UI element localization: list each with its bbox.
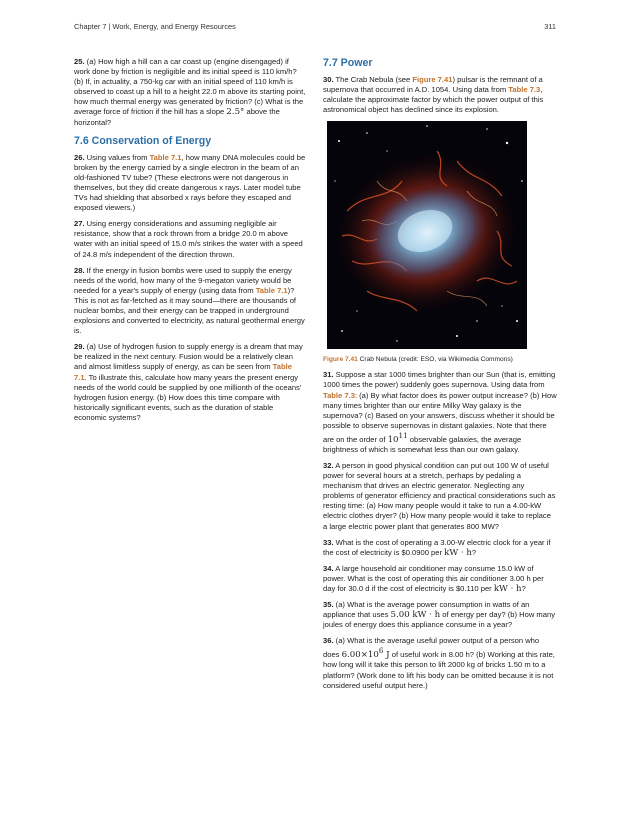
problem-34: 34. A large household air conditioner may consume 15.0 kW of power. What is the cost of operating this air conditioner 3.00 h per day for 30.0 d if the cost of electricity is $0.110 per kW · h? bbox=[323, 563, 544, 595]
section-heading-7-6: 7.6 Conservation of Energy bbox=[74, 134, 212, 147]
chapter-title: Chapter 7 | Work, Energy, and Energy Resources bbox=[74, 22, 236, 31]
problem-28: 28. If the energy in fusion bombs were used to supply the energy needs of the world, how many of the 9-megaton variety would be needed for a year's supply of energy (using data from Table 7.1)? This is not as far-fetched as it may sound—there are thousands of nuclear bombs, and their energy can be trapped in underground explosions and converted to electricity, as natural geothermal energy is. bbox=[74, 265, 305, 336]
problem-27: 27. Using energy considerations and assuming negligible air resistance, show that a rock thrown from a bridge 20.0 m above water with an initial speed of 15.0 m/s strikes the water with a speed of 24.8 m/s independent of the direction thrown. bbox=[74, 219, 303, 259]
problem-31: 31. Suppose a star 1000 times brighter than our Sun (that is, emitting 1000 times the power) suddenly goes supernova. Using data from Table 7.3: (a) By what factor does its power output increase? (b) How many times brighter than our entire Milky Way galaxy is the supernova? (c) Based on your answers, discuss whether it should be possible to observe supernovas in distant galaxies. Note that there are on the order of $10^{11}$ observable galaxies, the average brightness of which is somewhat less than our own galaxy. bbox=[323, 370, 557, 454]
figure-7-41-link[interactable]: Figure 7.41 bbox=[412, 75, 453, 84]
unit-kwh: kW · h bbox=[444, 547, 472, 558]
problem-35: 35. (a) What is the average power consumption in watts of an appliance that uses 5.00 kW · h of energy per day? (b) How many joules of energy does this appliance consume in a year? bbox=[323, 600, 555, 630]
nebula-illustration bbox=[327, 121, 527, 349]
galaxy-count: $10^{11}$ bbox=[387, 430, 408, 445]
problem-25: 25. (a) How high a hill can a car coast up (engine disengaged) if work done by friction is negligible and its initial speed is 110 km/h? (b) If, in actuality, a 750-kg car with an initial speed of 110 km/h is observed to coast up a hill to a height 22.0 m above its starting point, how much thermal energy was generated by friction? (c) What is the average force of friction if the hill has a slope 2.5° above the horizontal? bbox=[74, 57, 306, 127]
left-column bbox=[74, 57, 306, 429]
problem-29: 29. (a) Use of hydrogen fusion to supply energy is a dream that may be realized in the next century. Fusion would be a relatively clean and almost limitless supply of energy, as can be seen from Table 7.1. To illustrate this, calculate how many years the present energy needs of the world could be supplied by one millionth of the oceans' hydrogen fusion energy. (b) How does this time compare with historically significant events, such as the duration of stable economic systems? bbox=[74, 342, 303, 422]
figure-caption: Figure 7.41 Crab Nebula (credit: ESO, via Wikimedia Commons) bbox=[323, 356, 513, 364]
problem-30: 30. The Crab Nebula (see Figure 7.41) pulsar is the remnant of a supernova that occurred in A.D. 1054. Using data from Table 7.3, calculate the approximate factor by which the power output of this astronomical object has declined since its explosion. bbox=[323, 75, 544, 115]
problem-33: 33. What is the cost of operating a 3.00-W electric clock for a year if the cost of electricity is $0.0900 per kW · h? bbox=[323, 537, 551, 558]
figure-label: Figure 7.41 bbox=[323, 356, 358, 364]
running-header bbox=[74, 22, 556, 31]
table-7-3-link[interactable]: Table 7.3 bbox=[323, 390, 355, 400]
problem-32: 32. A person in good physical condition can put out 100 W of useful power for several hours at a stretch, perhaps by pedaling a mechanism that drives an electric generator. Neglecting any problems of generator efficiency and practical considerations such as resting time: (a) How many people would it take to run a 4.00-kW electric clothes dryer? (b) How many people would it take to replace a large electric power plant that generates 800 MW? bbox=[323, 460, 556, 531]
problem-26: 26. Using values from Table 7.1, how many DNA molecules could be broken by the energy carried by a single electron in the beam of an old-fashioned TV tube? (These electrons were not dangerous in themselves, but they did create dangerous x rays. Later model tube TVs had shielding that absorbed x rays before they escaped and exposed viewers.) bbox=[74, 152, 306, 213]
crab-nebula-image bbox=[327, 121, 527, 349]
problem-36: 36. (a) What is the average useful power output of a person who does $6.00\times 10^6$ J of useful work in 8.00 h? (b) Working at this rate, how long will it take this person to lift 2000 kg of bricks 1.50 m to a platform? (Work done to lift his body can be omitted because it is not considered useful output here.) bbox=[323, 636, 555, 690]
right-column bbox=[323, 57, 557, 697]
table-7-1-link[interactable]: Table 7.1 bbox=[74, 362, 292, 382]
table-7-3-link[interactable]: Table 7.3 bbox=[508, 85, 541, 95]
work-amount: $6.00\times 10^6$ J bbox=[341, 646, 390, 661]
page-number: 311 bbox=[544, 22, 556, 31]
slope-angle: 2.5° bbox=[226, 107, 245, 118]
section-heading-7-7: 7.7 Power bbox=[323, 57, 373, 69]
unit-kwh: kW · h bbox=[493, 584, 522, 595]
table-7-1-link[interactable]: Table 7.1 bbox=[255, 285, 288, 295]
energy-per-day: 5.00 kW · h bbox=[390, 610, 441, 621]
table-7-1-link[interactable]: Table 7.1 bbox=[149, 152, 182, 162]
